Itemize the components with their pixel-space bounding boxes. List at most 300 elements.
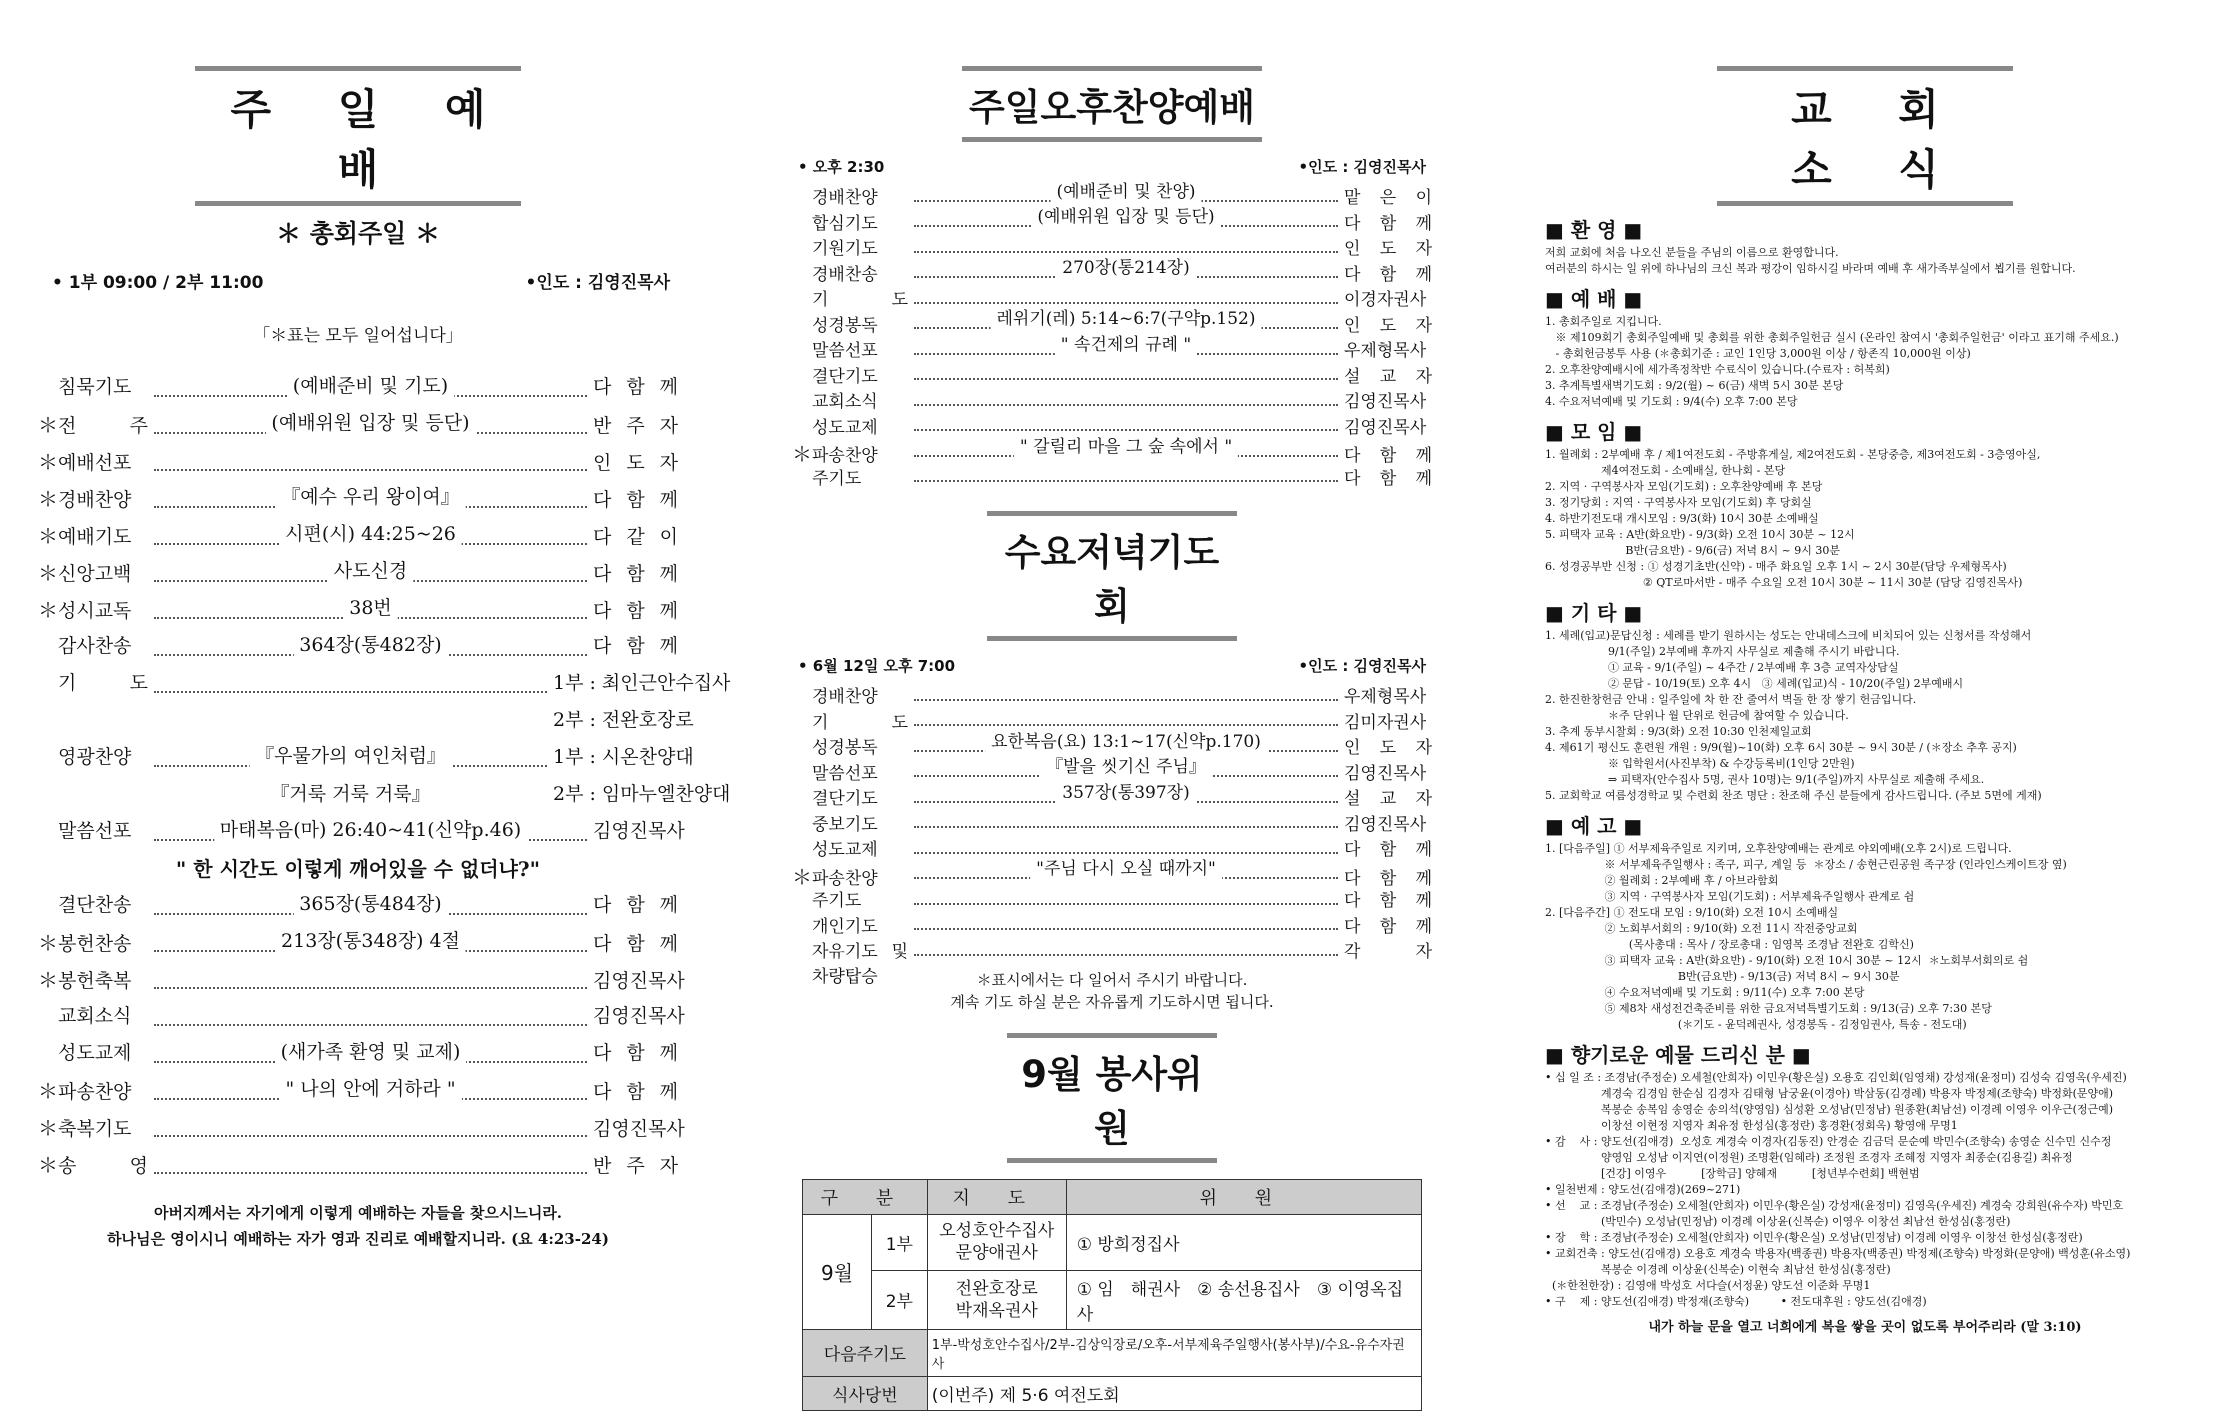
news-line: ② QT로마서반 - 매주 수요일 오전 10시 30분 ~ 11시 30분 (담당 김영진목사): [1545, 576, 2023, 589]
note-prayer: 계속 기도 하실 분은 자유롭게 기도하시면 됩니다.: [950, 992, 1274, 1011]
order-leader-dots: [154, 455, 587, 471]
part2-cell: 2부: [872, 1270, 928, 1329]
order-leader-dots: [914, 334, 1338, 355]
news-line: ② 월례회 : 2부예배 후 / 아브라함회: [1545, 874, 1779, 887]
order-person: 인 도 자: [1344, 239, 1432, 259]
order-row: [38, 594, 678, 631]
news-section-body: [1545, 841, 2185, 1033]
verse-line-1: 아버지께서는 자기에게 이렇게 예배하는 자들을 찾으시느니라.: [153, 1204, 563, 1222]
meal-duty-value: (이번주) 제 5·6 여전도회: [927, 1376, 1421, 1410]
order-label: 신앙고백: [58, 563, 132, 585]
news-line: • 교회건축 : 양도선(김애경) 오용호 계경숙 박용자(백종권) 박용자(백종권) 박정제(조향숙) 박정화(문양애) 백성훈(유소영): [1545, 1247, 2131, 1260]
order-label: 축복기도: [58, 1118, 132, 1140]
order-desc: 357장(통397장): [1056, 778, 1195, 803]
order-desc: 38번: [343, 593, 398, 620]
order-desc: (예배준비 및 찬양): [1050, 177, 1201, 202]
order-person: 각 자: [1344, 942, 1432, 962]
order-label: 자유기도 및 차량탑승: [812, 942, 908, 987]
order-desc: (예배위원 입장 및 등단): [1031, 202, 1220, 227]
order-leader-dots: [154, 1010, 587, 1026]
order-leader-dots: [914, 436, 1338, 457]
news-line: 4. 제61기 평신도 훈련원 개원 : 9/9(월)~10(화) 오후 6시 30분 ~ 9시 30분 / (＊장소 추후 공지): [1545, 741, 2017, 754]
wednesday-meta: [798, 655, 1426, 676]
order-person: 다 함 께: [1344, 264, 1432, 285]
malachi-verse: 내가 하늘 문을 열고 너희에게 복을 쌓을 곳이 없도록 부어주리라 (말 3:10): [1648, 1320, 2082, 1335]
order-desc: 시편(시) 44:25~26: [279, 519, 462, 546]
order-person: 다 함 께: [593, 1081, 678, 1103]
sunday-subtitle: ＊ 총회주일 ＊: [275, 219, 440, 248]
order-person: 다 함 께: [1344, 446, 1432, 466]
order-label: 파송찬양: [812, 868, 878, 889]
order-label: 성도교제: [58, 1042, 132, 1064]
order-row: [38, 964, 685, 1001]
order-leader-dots: [154, 744, 547, 767]
order-desc: 『예수 우리 왕이여』: [275, 482, 466, 509]
order-leader-dots: [914, 838, 1338, 854]
order-desc: 사도신경: [328, 556, 413, 583]
news-line: • 십 일 조 : 조경남(주정순) 오세철(안희자) 이민우(황은실) 오용호 김인회(임영채) 강성재(윤정미) 김성숙 김영옥(우세진): [1545, 1071, 2127, 1084]
news-line: ③ 피택자 교육 : A반(화요반) - 9/10(화) 오전 10시 30분 ~ 12시 ＊노회부서회의로 쉼: [1545, 954, 2029, 967]
standing-note: 「＊표는 모두 일어섭니다」: [253, 326, 463, 346]
order-desc: 365장(통484장): [293, 889, 447, 916]
news-section-body: [1545, 447, 2185, 591]
order-label: 주기도: [812, 468, 862, 489]
order-leader-dots: [154, 633, 587, 656]
order-label: 결단찬송: [58, 894, 132, 916]
order-desc: " 속건제의 규례 ": [1055, 330, 1197, 355]
stand-mark: ＊: [38, 1153, 58, 1177]
order-row: [38, 1001, 685, 1038]
news-line: ※ 입학원서(사진부착) & 수강등록비(1인당 2만원): [1545, 757, 1855, 770]
order-row: [38, 372, 678, 409]
order-row: [792, 861, 1432, 887]
order-person: 반 주 자: [593, 1155, 678, 1177]
news-line: 3. 추계특별새벽기도회 : 9/2(월) ~ 6(금) 새벽 5시 30분 본당: [1545, 379, 1844, 392]
order-person: 김미자권사: [1344, 712, 1427, 733]
sermon-quote: " 한 시간도 이렇게 깨어있을 수 없더냐?": [175, 857, 541, 881]
order-label: 봉헌찬송: [58, 933, 132, 955]
stand-mark: ＊: [38, 968, 58, 992]
order-label: 경배찬송: [812, 264, 878, 285]
news-line: 계경숙 김경임 한순심 김경자 김태형 남궁윤(이경아) 박삼동(김경례) 박용자 박정제(조향숙) 박정화(문양애): [1545, 1087, 2114, 1100]
order-leader-dots: [154, 1158, 587, 1174]
news-line: • 장 학 : 조경남(주정순) 오세철(안희자) 이민우(황은실) 오성남(민정남) 이경례 이영우 이창선 한성심(홍정란): [1545, 1231, 2083, 1244]
news-line: 6. 성경공부반 신청 : ① 성경기초반(신약) - 매주 화요일 오후 1시 ~ 2시 30분(담당 우제형목사): [1545, 560, 2007, 573]
part1-cell: 1부: [872, 1214, 928, 1270]
order-person: 인 도 자: [1344, 315, 1432, 336]
order-desc: 364장(통482장): [293, 630, 447, 657]
order-desc: " 갈릴리 마을 그 숲 속에서 ": [1014, 432, 1238, 457]
order-desc: 『발을 씻기신 주님』: [1040, 752, 1212, 777]
order-person: 김영진목사: [1344, 392, 1427, 412]
news-line: 2. 지역 · 구역봉사자 모임(기도회) : 오후찬양예배 후 본당: [1545, 480, 1823, 493]
news-line: • 감 사 : 양도선(김애경) 오성호 계경숙 이경자(김동진) 안경순 김금덕 문순예 박민수(조향숙) 송영순 신수민 신수정: [1545, 1135, 2112, 1148]
part1-guide: 오성호안수집사 문양애권사: [927, 1214, 1066, 1270]
order-desc: 『우물가의 여인처럼』: [249, 741, 452, 768]
order-label: 기 도: [58, 672, 148, 694]
news-line: ⑤ 제8차 새성전건축준비를 위한 금요저녁특별기도회 : 9/13(금) 오후 7:30 본당: [1545, 1002, 1992, 1015]
order-person: 인 도 자: [593, 452, 678, 474]
news-line: 2. [다음주간] ① 전도대 모임 : 9/10(화) 오전 10시 소예배실: [1545, 906, 1839, 919]
sunday-worship-column: [38, 0, 731, 1252]
news-line: (목사총대 : 목사 / 장로총대 : 임영복 조경남 전완호 김학신): [1545, 938, 1914, 951]
afternoon-leader: •인도 : 김영진목사: [1298, 158, 1426, 176]
th-guide: 지 도: [927, 1179, 1066, 1214]
order-label: 침묵기도: [58, 376, 132, 398]
news-section-heading: ■ 환 영 ■: [1545, 218, 1643, 242]
order-desc: 213장(통348장) 4절: [275, 926, 466, 953]
order-row: [38, 1038, 678, 1075]
order-leader-dots: [914, 685, 1338, 701]
order-row: [792, 784, 1432, 810]
order-row: [792, 209, 1432, 235]
order-label: 기원기도: [812, 239, 878, 259]
order-person: 다 함 께: [593, 1042, 678, 1064]
order-label: 성도교제: [812, 840, 878, 860]
news-line: 1. 세례(입교)문답신청 : 세례를 받기 원하시는 성도는 안내데스크에 비치되어 있는 신청서를 작성해서: [1545, 629, 2032, 642]
news-line: - 총회헌금봉투 사용 (＊총회기준 : 교인 1인당 3,000원 이상 / 항존직 10,000원 이상): [1545, 347, 1971, 360]
order-row: [38, 1112, 685, 1149]
news-line: 5. 피택자 교육 : A반(화요반) - 9/3(화) 오전 10시 30분 ~ 12시: [1545, 528, 1855, 541]
note-stand: ＊표시에서는 다 일어서 주시기 바랍니다.: [976, 970, 1248, 989]
order-leader-dots: [914, 237, 1338, 253]
afternoon-worship-column: [792, 0, 1432, 1411]
news-line: ① 교육 - 9/1(주일) ~ 4주간 / 2부예배 후 3층 교역자상담실: [1545, 661, 1899, 674]
stand-mark: ＊: [38, 413, 58, 437]
order-row: [38, 483, 678, 520]
order-leader-dots: [914, 258, 1338, 279]
order-row: [792, 886, 1432, 912]
order-person: 1부 : 최인근안수집사: [553, 672, 731, 694]
news-line: (박민수) 오성남(민정남) 이경례 이상윤(신복순) 이영우 이창선 최남선 한성심(홍정란): [1545, 1215, 2011, 1228]
meal-duty-label: 식사당번: [803, 1376, 928, 1410]
news-line: 저희 교회에 처음 나오신 분들을 주님의 이름으로 환영합니다.: [1545, 246, 1839, 259]
order-leader-dots: [154, 818, 587, 841]
order-desc: (새가족 환영 및 교제): [275, 1037, 467, 1064]
part2-guide: 전완호장로 박재옥권사: [927, 1270, 1066, 1329]
order-person: 다 함 께: [593, 933, 678, 955]
order-leader-dots: [154, 596, 587, 619]
afternoon-worship-title: 주일오후찬양예배: [962, 66, 1262, 142]
news-line: ⇒ 피택자(안수집사 5명, 권사 10명)는 9/1(주일)까지 사무실로 제출해 주세요.: [1545, 773, 1985, 786]
order-leader-dots: [914, 757, 1338, 778]
order-label: 경배찬양: [812, 687, 878, 707]
order-person: 다 함 께: [1344, 213, 1432, 234]
order-desc: 요한복음(요) 13:1~17(신약p.170): [985, 727, 1267, 752]
part2-members: ① 임 해권사 ② 송선용집사 ③ 이영옥집사: [1066, 1270, 1421, 1329]
stand-mark: ＊: [38, 450, 58, 474]
order-label: 송 영: [58, 1155, 148, 1177]
order-person: 다 함 께: [593, 635, 678, 657]
order-desc: "주님 다시 오실 때까지": [1030, 854, 1222, 879]
news-line: 2. 오후찬양예배시에 세가족정착반 수료식이 있습니다.(수료자 : 허복희): [1545, 363, 1890, 376]
order-row: [38, 668, 731, 705]
order-row: [792, 912, 1432, 938]
stand-mark: ＊: [38, 931, 58, 955]
order-leader-dots: [914, 207, 1338, 228]
order-desc: 마태복음(마) 26:40~41(신약p.46): [214, 815, 527, 842]
order-person: 설 교 자: [1344, 366, 1432, 387]
order-row: [38, 631, 678, 668]
news-section-body: [1545, 245, 2185, 277]
order-label: 교회소식: [812, 392, 878, 412]
order-person: 맡 은 이: [1344, 188, 1432, 208]
news-line: ③ 지역 · 구역봉사자 모임(기도회) : 서부제육주일행사 관계로 쉼: [1545, 890, 1915, 903]
sunday-meta: [52, 268, 670, 293]
order-label: 성경봉독: [812, 315, 878, 336]
worship-leader: •인도 : 김영진목사: [525, 273, 670, 293]
news-line: 4. 하반기전도대 개시모임 : 9/3(화) 10시 30분 소예배실: [1545, 512, 1819, 525]
order-desc: (예배준비 및 기도): [287, 371, 454, 398]
order-row: [792, 387, 1432, 413]
order-leader-dots: [154, 1040, 587, 1063]
order-row: [38, 927, 678, 964]
news-line: [건강] 이영우 [장학금] 양혜재 [청년부수련회] 백현범: [1545, 1167, 1920, 1180]
news-line: 2. 한진한창헌금 안내 : 일주일에 차 한 잔 줄여서 벽돌 한 장 쌓기 헌금입니다.: [1545, 693, 1917, 706]
order-label: 경배찬양: [812, 188, 878, 208]
news-line: ※ 제109회기 총회주일예배 및 총회를 위한 총회주일헌금 실시 (온라인 참여시 '총회주일헌금' 이라고 표기해 주세요.): [1545, 331, 2119, 344]
order-desc-free: 『거룩 거룩 거룩』: [270, 783, 431, 805]
news-line: ② 문답 - 10/19(토) 오후 4시 ③ 세례(입교)식 - 10/20(주일) 2부예배시: [1545, 677, 1964, 690]
order-person: 인 도 자: [1344, 738, 1432, 758]
closing-verse: [38, 1200, 678, 1252]
news-section-body: [1545, 1070, 2185, 1310]
order-leader-dots: [154, 522, 587, 545]
order-person: 다 함 께: [1344, 840, 1432, 860]
order-leader-dots: [914, 390, 1338, 406]
church-news-title: 교 회 소 식: [1717, 66, 2013, 206]
news-section-body: [1545, 628, 2185, 804]
order-label: 기 도: [812, 712, 908, 733]
order-person: 김영진목사: [1344, 417, 1427, 438]
order-desc: (예배위원 입장 및 등단): [265, 408, 475, 435]
order-leader-dots: [914, 309, 1338, 330]
order-label: 전 주: [58, 415, 148, 437]
order-person: 다 함 께: [1344, 868, 1432, 889]
order-of-worship: [38, 372, 731, 1186]
order-label: 주기도: [812, 891, 862, 911]
order-leader-dots: [914, 914, 1338, 930]
order-label: 말씀선포: [812, 341, 878, 361]
order-person: 김영진목사: [593, 1005, 685, 1027]
order-row: [792, 336, 1432, 362]
news-line: B반(금요반) - 9/13(금) 저녁 8시 ~ 9시 30분: [1545, 970, 1900, 983]
order-leader-dots: [154, 411, 587, 434]
order-label: 성시교독: [58, 600, 132, 622]
month-cell: 9월: [803, 1214, 872, 1329]
afternoon-time: • 오후 2:30: [798, 158, 885, 176]
order-desc: " 나의 안에 거하라 ": [279, 1074, 461, 1101]
volunteers-table: [802, 1179, 1422, 1411]
news-line: ＊주 단위나 월 단위로 헌금에 참여할 수 있습니다.: [1545, 709, 1849, 722]
order-row: [38, 446, 678, 483]
order-person: 1부 : 시온찬양대: [553, 746, 694, 768]
order-leader-dots: [914, 288, 1338, 304]
order-label: 합심기도: [812, 213, 878, 234]
sunday-worship-title: 주 일 예 배: [195, 66, 521, 206]
order-leader-dots: [914, 940, 1338, 956]
order-leader-dots: [154, 1077, 587, 1100]
order-leader-dots: [914, 812, 1338, 828]
news-line: ④ 수요저녁예배 및 기도회 : 9/11(수) 오후 7:00 본당: [1545, 986, 1865, 999]
order-row: [38, 705, 694, 742]
news-line: 4. 수요저녁예배 및 기도회 : 9/4(수) 오후 7:00 본당: [1545, 395, 1798, 408]
news-line: 여러분의 하시는 일 위에 하나님의 크신 복과 평강이 임하시길 바라며 예배 후 새가족부실에서 뵙기를 원합니다.: [1545, 262, 2076, 275]
news-line: 1. 월례회 : 2부예배 후 / 제1여전도회 - 주방휴게실, 제2여전도회 - 본당중층, 제3여전도회 - 3층영아실,: [1545, 448, 2041, 461]
order-row: [38, 853, 678, 890]
order-row: [792, 362, 1432, 388]
stand-mark: ＊: [38, 524, 58, 548]
order-person: 다 함 께: [593, 600, 678, 622]
order-label: 파송찬양: [58, 1081, 132, 1103]
wednesday-prayer-title: 수요저녁기도회: [987, 511, 1237, 641]
order-person: 김영진목사: [1344, 814, 1427, 835]
order-row: [38, 1149, 678, 1186]
news-line: (＊기도 - 윤덕례권사, 성경봉독 - 김정임권사, 특송 - 전도대): [1545, 1018, 1967, 1031]
order-label: 개인기도: [812, 916, 878, 937]
part1-members: ① 방희정집사: [1066, 1214, 1421, 1270]
order-desc: 레위기(레) 5:14~6:7(구약p.152): [991, 304, 1262, 329]
news-line: 3. 정기당회 : 지역 · 구역봉사자 모임(기도회) 후 당회실: [1545, 496, 1812, 509]
order-person: 김영진목사: [593, 970, 685, 992]
order-leader-dots: [914, 415, 1338, 431]
order-row: [792, 810, 1432, 836]
order-row: [38, 409, 678, 446]
th-category: 구 분: [803, 1179, 928, 1214]
order-leader-dots: [154, 374, 587, 397]
order-label: 결단기도: [812, 789, 878, 809]
order-person: 다 같 이: [593, 526, 678, 548]
news-line: ② 노회부서회의 : 9/10(화) 오전 11시 작전중앙교회: [1545, 922, 1858, 935]
order-person: 다 함 께: [1344, 468, 1432, 489]
order-row: [38, 742, 694, 779]
news-line: 제4여전도회 - 소예배실, 한나회 - 본당: [1545, 464, 1786, 477]
news-line: 5. 교회학교 여름성경학교 및 수련회 찬조 명단 : 찬조해 주신 분들에게 감사드립니다. (주보 5면에 게재): [1545, 789, 2042, 802]
stand-mark: ＊: [38, 487, 58, 511]
order-label: 예배기도: [58, 526, 132, 548]
news-line: 9/1(주일) 2부예배 후까지 사무실로 제출해 주시기 바랍니다.: [1545, 645, 1900, 658]
order-row: [38, 1075, 678, 1112]
order-label: 말씀선포: [812, 763, 878, 784]
news-section-heading: ■ 예 고 ■: [1545, 814, 1643, 838]
news-line: • 선 교 : 조경남(주정순) 오세철(안희자) 이민우(황은실) 강성재(윤정미) 김영옥(우세진) 계경숙 강희원(유수자) 박민호: [1545, 1199, 2124, 1212]
order-leader-dots: [914, 859, 1338, 880]
order-person: 우제형목사: [1344, 687, 1427, 707]
news-line: • 일천번제 : 양도선(김애경)(269~271): [1545, 1183, 1741, 1196]
order-leader-dots: [154, 973, 587, 989]
order-label: 말씀선포: [58, 820, 132, 842]
news-line: 복봉순 이경례 이상윤(신복순) 이현숙 최남선 한성심(홍정란): [1545, 1263, 1891, 1276]
news-line: ※ 서부제육주일행사 : 족구, 피구, 계일 등 ＊장소 / 송현근린공원 족구장 (인라인스케이트장 옆): [1545, 858, 2067, 871]
order-person: 설 교 자: [1344, 789, 1432, 809]
church-news-body: [1545, 214, 2185, 1310]
order-person: 김영진목사: [593, 1118, 685, 1140]
order-leader-dots: [154, 559, 587, 582]
wednesday-time: • 6월 12일 오후 7:00: [798, 657, 956, 675]
service-times: • 1부 09:00 / 2부 11:00: [52, 273, 264, 293]
order-person: 이경자권사: [1344, 290, 1427, 310]
order-label: 경배찬양: [58, 489, 132, 511]
news-section-heading: ■ 예 배 ■: [1545, 287, 1643, 311]
order-leader-dots: [914, 731, 1338, 752]
stand-mark: ＊: [38, 598, 58, 622]
wednesday-leader: •인도 : 김영진목사: [1298, 657, 1426, 675]
order-label: 기 도: [812, 290, 908, 310]
stand-mark: ＊: [38, 561, 58, 585]
news-line: • 구 제 : 양도선(김애경) 박정재(조향숙) • 전도대후원 : 양도선(김애경): [1545, 1295, 1927, 1308]
order-person: 다 함 께: [593, 376, 678, 398]
order-person: 다 함 께: [1344, 891, 1432, 911]
next-prayer-label: 다음주기도: [803, 1329, 928, 1376]
order-person: 다 함 께: [1344, 916, 1432, 937]
order-leader-dots: [914, 181, 1338, 202]
order-leader-dots: [914, 889, 1338, 905]
order-desc: 270장(통214장): [1056, 253, 1195, 278]
order-person: 반 주 자: [593, 415, 678, 437]
news-line: 1. 총회주일로 지킵니다.: [1545, 315, 1662, 328]
order-label: 성도교제: [812, 417, 878, 438]
news-section-heading: ■ 향기로운 예물 드리신 분 ■: [1545, 1043, 1811, 1067]
order-row: [38, 779, 731, 816]
stand-mark: ＊: [38, 1116, 58, 1140]
news-line: 이창선 이현정 지영자 최유정 한성심(홍정란) 홍경환(정회옥) 황영애 무명1: [1545, 1119, 1958, 1132]
order-leader-dots: [914, 466, 1338, 482]
news-line: 1. [다음주일] ① 서부제육주일로 지키며, 오후찬양예배는 관계로 야외예배(오후 2시)로 드립니다.: [1545, 842, 2012, 855]
order-row: [792, 682, 1432, 708]
stand-mark: ＊: [792, 864, 812, 889]
order-person: 다 함 께: [593, 489, 678, 511]
order-person: 2부 : 임마누엘찬양대: [553, 783, 731, 805]
news-section-heading: ■ 모 임 ■: [1545, 420, 1643, 444]
order-label: 감사찬송: [58, 635, 132, 657]
church-news-column: [1545, 0, 2185, 1335]
stand-mark: ＊: [792, 442, 812, 466]
volunteers-title: 9월 봉사위원: [1007, 1033, 1217, 1163]
news-line: 양영임 오성남 이지연(이정원) 조명환(임혜라) 조정원 조경자 조혜정 지영자 최종순(김용길) 최유정: [1545, 1151, 2073, 1164]
news-section-body: [1545, 314, 2185, 410]
order-label: 교회소식: [58, 1005, 132, 1027]
order-leader-dots: [154, 485, 587, 508]
order-row: [38, 890, 678, 927]
order-person: 다 함 께: [593, 563, 678, 585]
th-members: 위 원: [1066, 1179, 1421, 1214]
order-row: [792, 438, 1432, 464]
order-label: 봉헌축복: [58, 970, 132, 992]
order-person: 2부 : 전완호장로: [553, 709, 694, 731]
news-line: (＊한천한장) : 김영애 박성호 서다슬(서정윤) 양도선 이준화 무명1: [1545, 1279, 1871, 1292]
order-leader-dots: [154, 892, 587, 915]
news-line: 3. 추계 동부시찰회 : 9/3(화) 오전 10:30 인천제일교회: [1545, 725, 1812, 738]
order-leader-dots: [914, 364, 1338, 380]
next-prayer-value: 1부-박성호안수집사/2부-김상익장로/오후-서부제육주일행사(봉사부)/수요-유수자권사: [927, 1329, 1421, 1376]
order-row: [38, 816, 685, 853]
verse-line-2: 하나님은 영이시니 예배하는 자가 영과 진리로 예배할지니라. (요 4:23-24): [107, 1230, 609, 1248]
order-label: 중보기도: [812, 814, 878, 835]
order-label: 예배선포: [58, 452, 132, 474]
order-person: 우제형목사: [1344, 341, 1427, 361]
afternoon-meta: [798, 156, 1426, 177]
stand-mark: ＊: [38, 1079, 58, 1103]
news-line: 복봉순 송복임 송영순 송의석(양영임) 심성환 오성남(민정남) 원종환(최남선) 이경례 이영우 이우근(정근예): [1545, 1103, 2114, 1116]
order-leader-dots: [154, 1121, 587, 1137]
order-row: [38, 520, 678, 557]
order-row: [792, 260, 1432, 286]
order-person: 다 함 께: [593, 894, 678, 916]
order-leader-dots: [154, 929, 587, 952]
order-leader-dots: [914, 710, 1338, 726]
order-person: 김영진목사: [593, 820, 685, 842]
order-leader-dots: [914, 782, 1338, 803]
